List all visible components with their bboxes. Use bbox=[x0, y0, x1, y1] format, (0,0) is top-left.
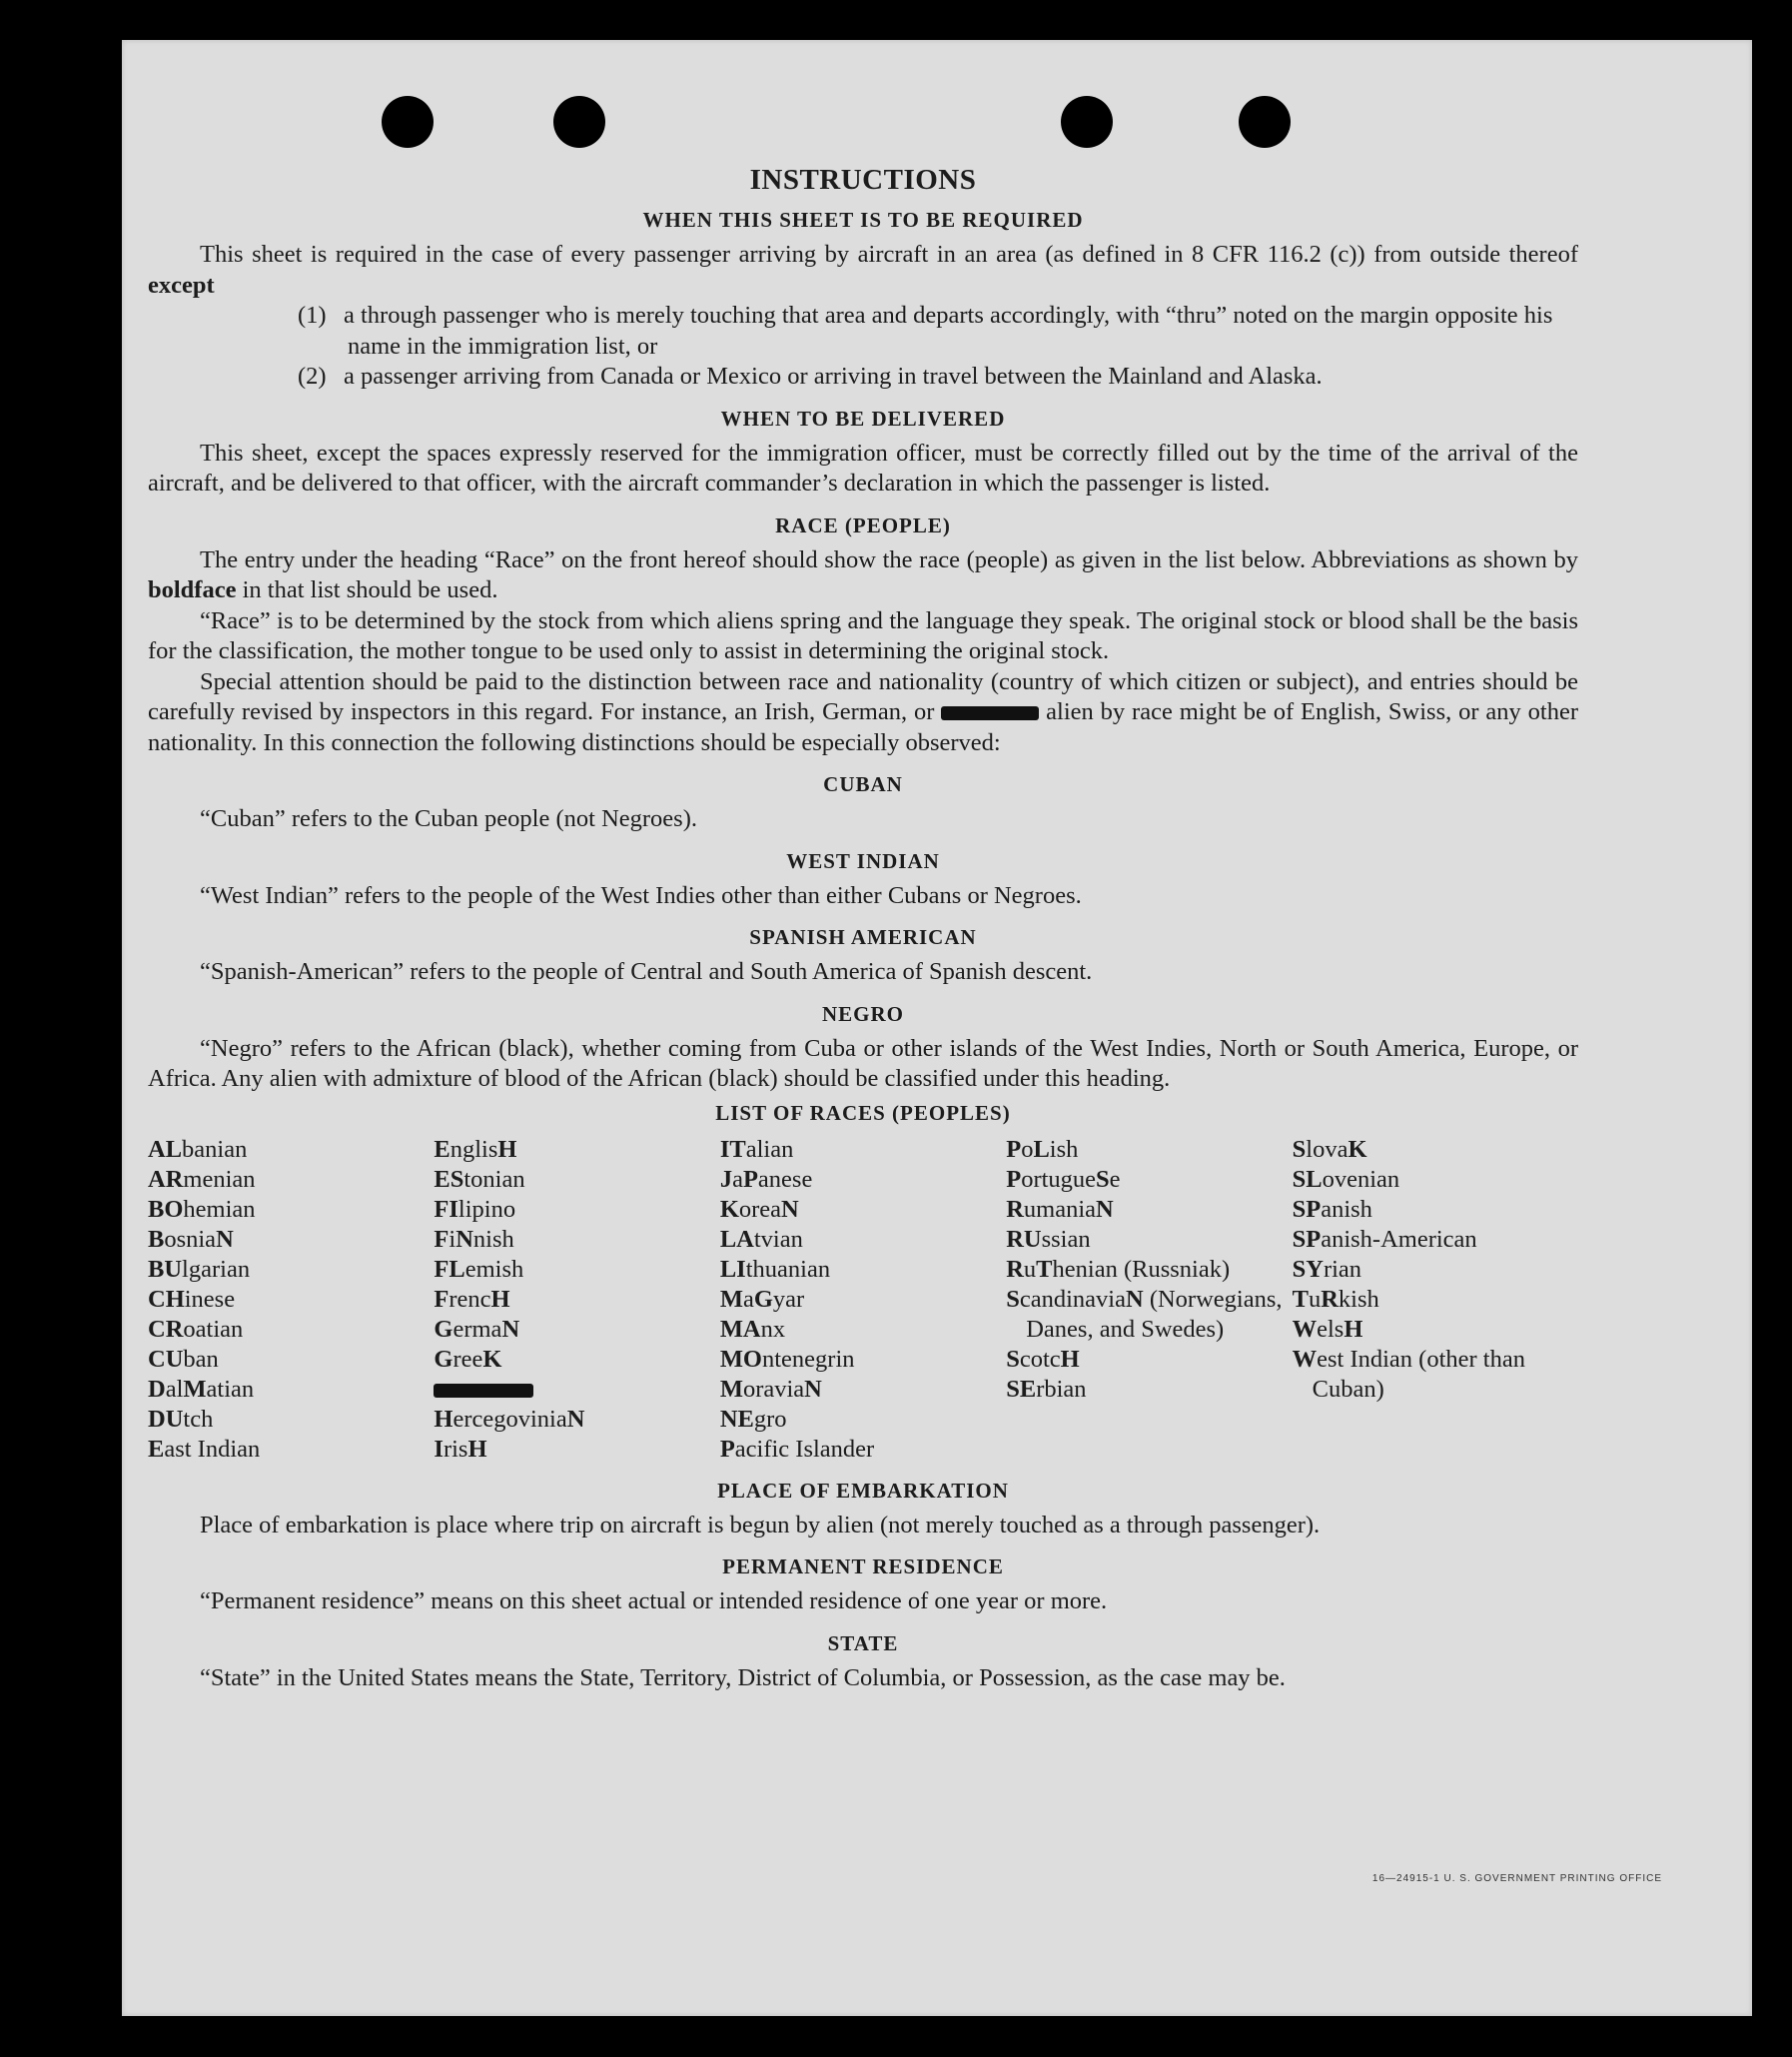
section-heading-cuban: CUBAN bbox=[823, 772, 903, 796]
punch-hole bbox=[1239, 96, 1291, 148]
section-heading-required: WHEN THIS SHEET IS TO BE REQUIRED bbox=[642, 208, 1084, 232]
race-column bbox=[148, 1135, 434, 1465]
race-entry: CHinese bbox=[148, 1285, 236, 1313]
race-entry: RumaniaN bbox=[1006, 1195, 1114, 1223]
delivered-text: This sheet, except the spaces expressly reserved for the immigration officer, must be correctly filled out by the time of the arrival of the aircraft, and be delivered to that officer, with the aircraft commander’s declaration in which the passenger is listed. bbox=[148, 439, 1578, 497]
race-entry: JaPanese bbox=[719, 1165, 813, 1193]
race-entry: SLovenian bbox=[1292, 1165, 1400, 1193]
race-entry: BOhemian bbox=[148, 1195, 256, 1223]
embarkation-text: Place of embarkation is place where trip on aircraft is begun by alien (not merely touched as a through passenger). bbox=[200, 1511, 1321, 1539]
section-heading-embarkation: PLACE OF EMBARKATION bbox=[717, 1478, 1009, 1503]
spanish-american-text: “Spanish-American” refers to the people of Central and South America of Spanish descent. bbox=[200, 958, 1093, 985]
section-heading-race: RACE (PEOPLE) bbox=[775, 513, 951, 537]
race-entry: FLemish bbox=[434, 1255, 524, 1283]
race-entry: ScandinaviaN (Norwegians, Danes, and Swedes) bbox=[1006, 1285, 1283, 1343]
race-entry: MAnx bbox=[719, 1315, 786, 1343]
race-paragraph-2: “Race” is to be determined by the stock from which aliens spring and the language they speak. The original stock or blood shall be the basis for the classification, the mother tongue to be used only to assist in determining the original stock. bbox=[148, 606, 1578, 664]
race-entry: MoraviaN bbox=[719, 1375, 822, 1403]
page-title: INSTRUCTIONS bbox=[749, 164, 977, 196]
race-entry: ScotcH bbox=[1006, 1345, 1080, 1373]
section-heading-west-indian: WEST INDIAN bbox=[786, 848, 940, 873]
race-entry: FiNnish bbox=[434, 1225, 514, 1253]
section-heading-state: STATE bbox=[827, 1630, 899, 1655]
residence-text: “Permanent residence” means on this sheet actual or intended residence of one year or more. bbox=[200, 1587, 1108, 1614]
race-entry: LIthuanian bbox=[719, 1255, 831, 1283]
race-entry: ITalian bbox=[719, 1135, 794, 1163]
race-column bbox=[1006, 1135, 1292, 1465]
section-heading-negro: NEGRO bbox=[821, 1001, 904, 1026]
race-list bbox=[148, 1135, 1578, 1465]
race-entry: SPanish-American bbox=[1292, 1225, 1477, 1253]
race-entry: SErbian bbox=[1006, 1375, 1087, 1403]
section-heading-race-list: LIST OF RACES (PEOPLES) bbox=[715, 1100, 1011, 1125]
race-entry: KoreaN bbox=[719, 1195, 799, 1223]
race-entry: PoLish bbox=[1006, 1135, 1079, 1163]
race-entry: GermaN bbox=[434, 1315, 520, 1343]
race-entry: RuThenian (Russniak) bbox=[1006, 1255, 1231, 1283]
race-entry: CUban bbox=[148, 1345, 219, 1373]
race-column bbox=[434, 1135, 719, 1465]
section-heading-spanish-american: SPANISH AMERICAN bbox=[749, 925, 977, 949]
section-heading-delivered: WHEN TO BE DELIVERED bbox=[720, 406, 1006, 431]
race-entry: Pacific Islander bbox=[719, 1435, 875, 1463]
instructions-content bbox=[148, 164, 1578, 1693]
race-entry: EnglisH bbox=[434, 1135, 517, 1163]
required-item-1: (1) a through passenger who is merely touching that area and departs accordingly, with “thru” noted on the margin opposite his name in the immigration list, or bbox=[298, 302, 1553, 360]
redaction-mark bbox=[941, 706, 1039, 720]
printing-office-footer: 16—24915-1 U. S. GOVERNMENT PRINTING OFFICE bbox=[1371, 1873, 1662, 1884]
redaction-mark bbox=[434, 1384, 533, 1398]
race-entry: FIlipino bbox=[434, 1195, 516, 1223]
race-entry: EStonian bbox=[434, 1165, 525, 1193]
race-paragraph-1: The entry under the heading “Race” on the front hereof should show the race (people) as given in the list below. Abbreviations as shown by boldface in that list should be used. bbox=[148, 545, 1578, 603]
punch-hole bbox=[553, 96, 605, 148]
race-entry: ARmenian bbox=[148, 1165, 256, 1193]
race-entry: West Indian (other than Cuban) bbox=[1292, 1345, 1525, 1403]
race-entry: TuRkish bbox=[1292, 1285, 1379, 1313]
race-entry: DalMatian bbox=[148, 1375, 255, 1403]
race-entry: GreeK bbox=[434, 1345, 502, 1373]
race-entry: FrencH bbox=[434, 1285, 510, 1313]
race-entry: SPanish bbox=[1292, 1195, 1372, 1223]
race-column bbox=[720, 1135, 1006, 1465]
race-entry: BosniaN bbox=[148, 1225, 234, 1253]
race-entry: DUtch bbox=[148, 1405, 214, 1433]
race-entry: RUssian bbox=[1006, 1225, 1091, 1253]
race-entry: East Indian bbox=[148, 1435, 261, 1463]
race-entry: LAtvian bbox=[719, 1225, 803, 1253]
race-entry: MaGyar bbox=[719, 1285, 805, 1313]
race-entry: NEgro bbox=[719, 1405, 787, 1433]
race-entry: CRoatian bbox=[148, 1315, 244, 1343]
punch-hole bbox=[382, 96, 434, 148]
race-entry: SYrian bbox=[1292, 1255, 1362, 1283]
required-intro: This sheet is required in the case of every passenger arriving by aircraft in an area (as defined in 8 CFR 116.2 (c)) from outside thereof except bbox=[148, 241, 1578, 299]
race-paragraph-3: Special attention should be paid to the distinction between race and nationality (country of which citizen or subject), and entries should be carefully revised by inspectors in this regard. For instance, an Irish, German, or alien by race might be of English, Swiss, or any other nationality. In this connection the following distinctions should be especially observed: bbox=[148, 667, 1579, 756]
race-entry: SlovaK bbox=[1292, 1135, 1367, 1163]
race-entry: IrisH bbox=[434, 1435, 487, 1463]
document-page bbox=[122, 40, 1752, 2016]
race-entry: WelsH bbox=[1292, 1315, 1363, 1343]
race-entry bbox=[434, 1375, 719, 1405]
race-column bbox=[1293, 1135, 1578, 1465]
section-heading-residence: PERMANENT RESIDENCE bbox=[722, 1554, 1004, 1578]
cuban-text: “Cuban” refers to the Cuban people (not Negroes). bbox=[200, 805, 697, 832]
required-item-2: (2) a passenger arriving from Canada or Mexico or arriving in travel between the Mainland and Alaska. bbox=[298, 363, 1323, 390]
state-text: “State” in the United States means the State, Territory, District of Columbia, or Possession, as the case may be. bbox=[200, 1663, 1286, 1691]
race-entry: PortugueSe bbox=[1006, 1165, 1121, 1193]
race-entry: HercegoviniaN bbox=[434, 1405, 585, 1433]
race-entry: BUlgarian bbox=[148, 1255, 251, 1283]
race-entry: ALbanian bbox=[148, 1135, 248, 1163]
race-entry: MOntenegrin bbox=[719, 1345, 855, 1373]
punch-hole bbox=[1061, 96, 1113, 148]
negro-text: “Negro” refers to the African (black), whether coming from Cuba or other islands of the West Indies, North or South America, Europe, or Africa. Any alien with admixture of blood of the African (black) should be classified under this heading. bbox=[148, 1034, 1578, 1092]
west-indian-text: “West Indian” refers to the people of the West Indies other than either Cubans or Negroes. bbox=[200, 881, 1082, 909]
